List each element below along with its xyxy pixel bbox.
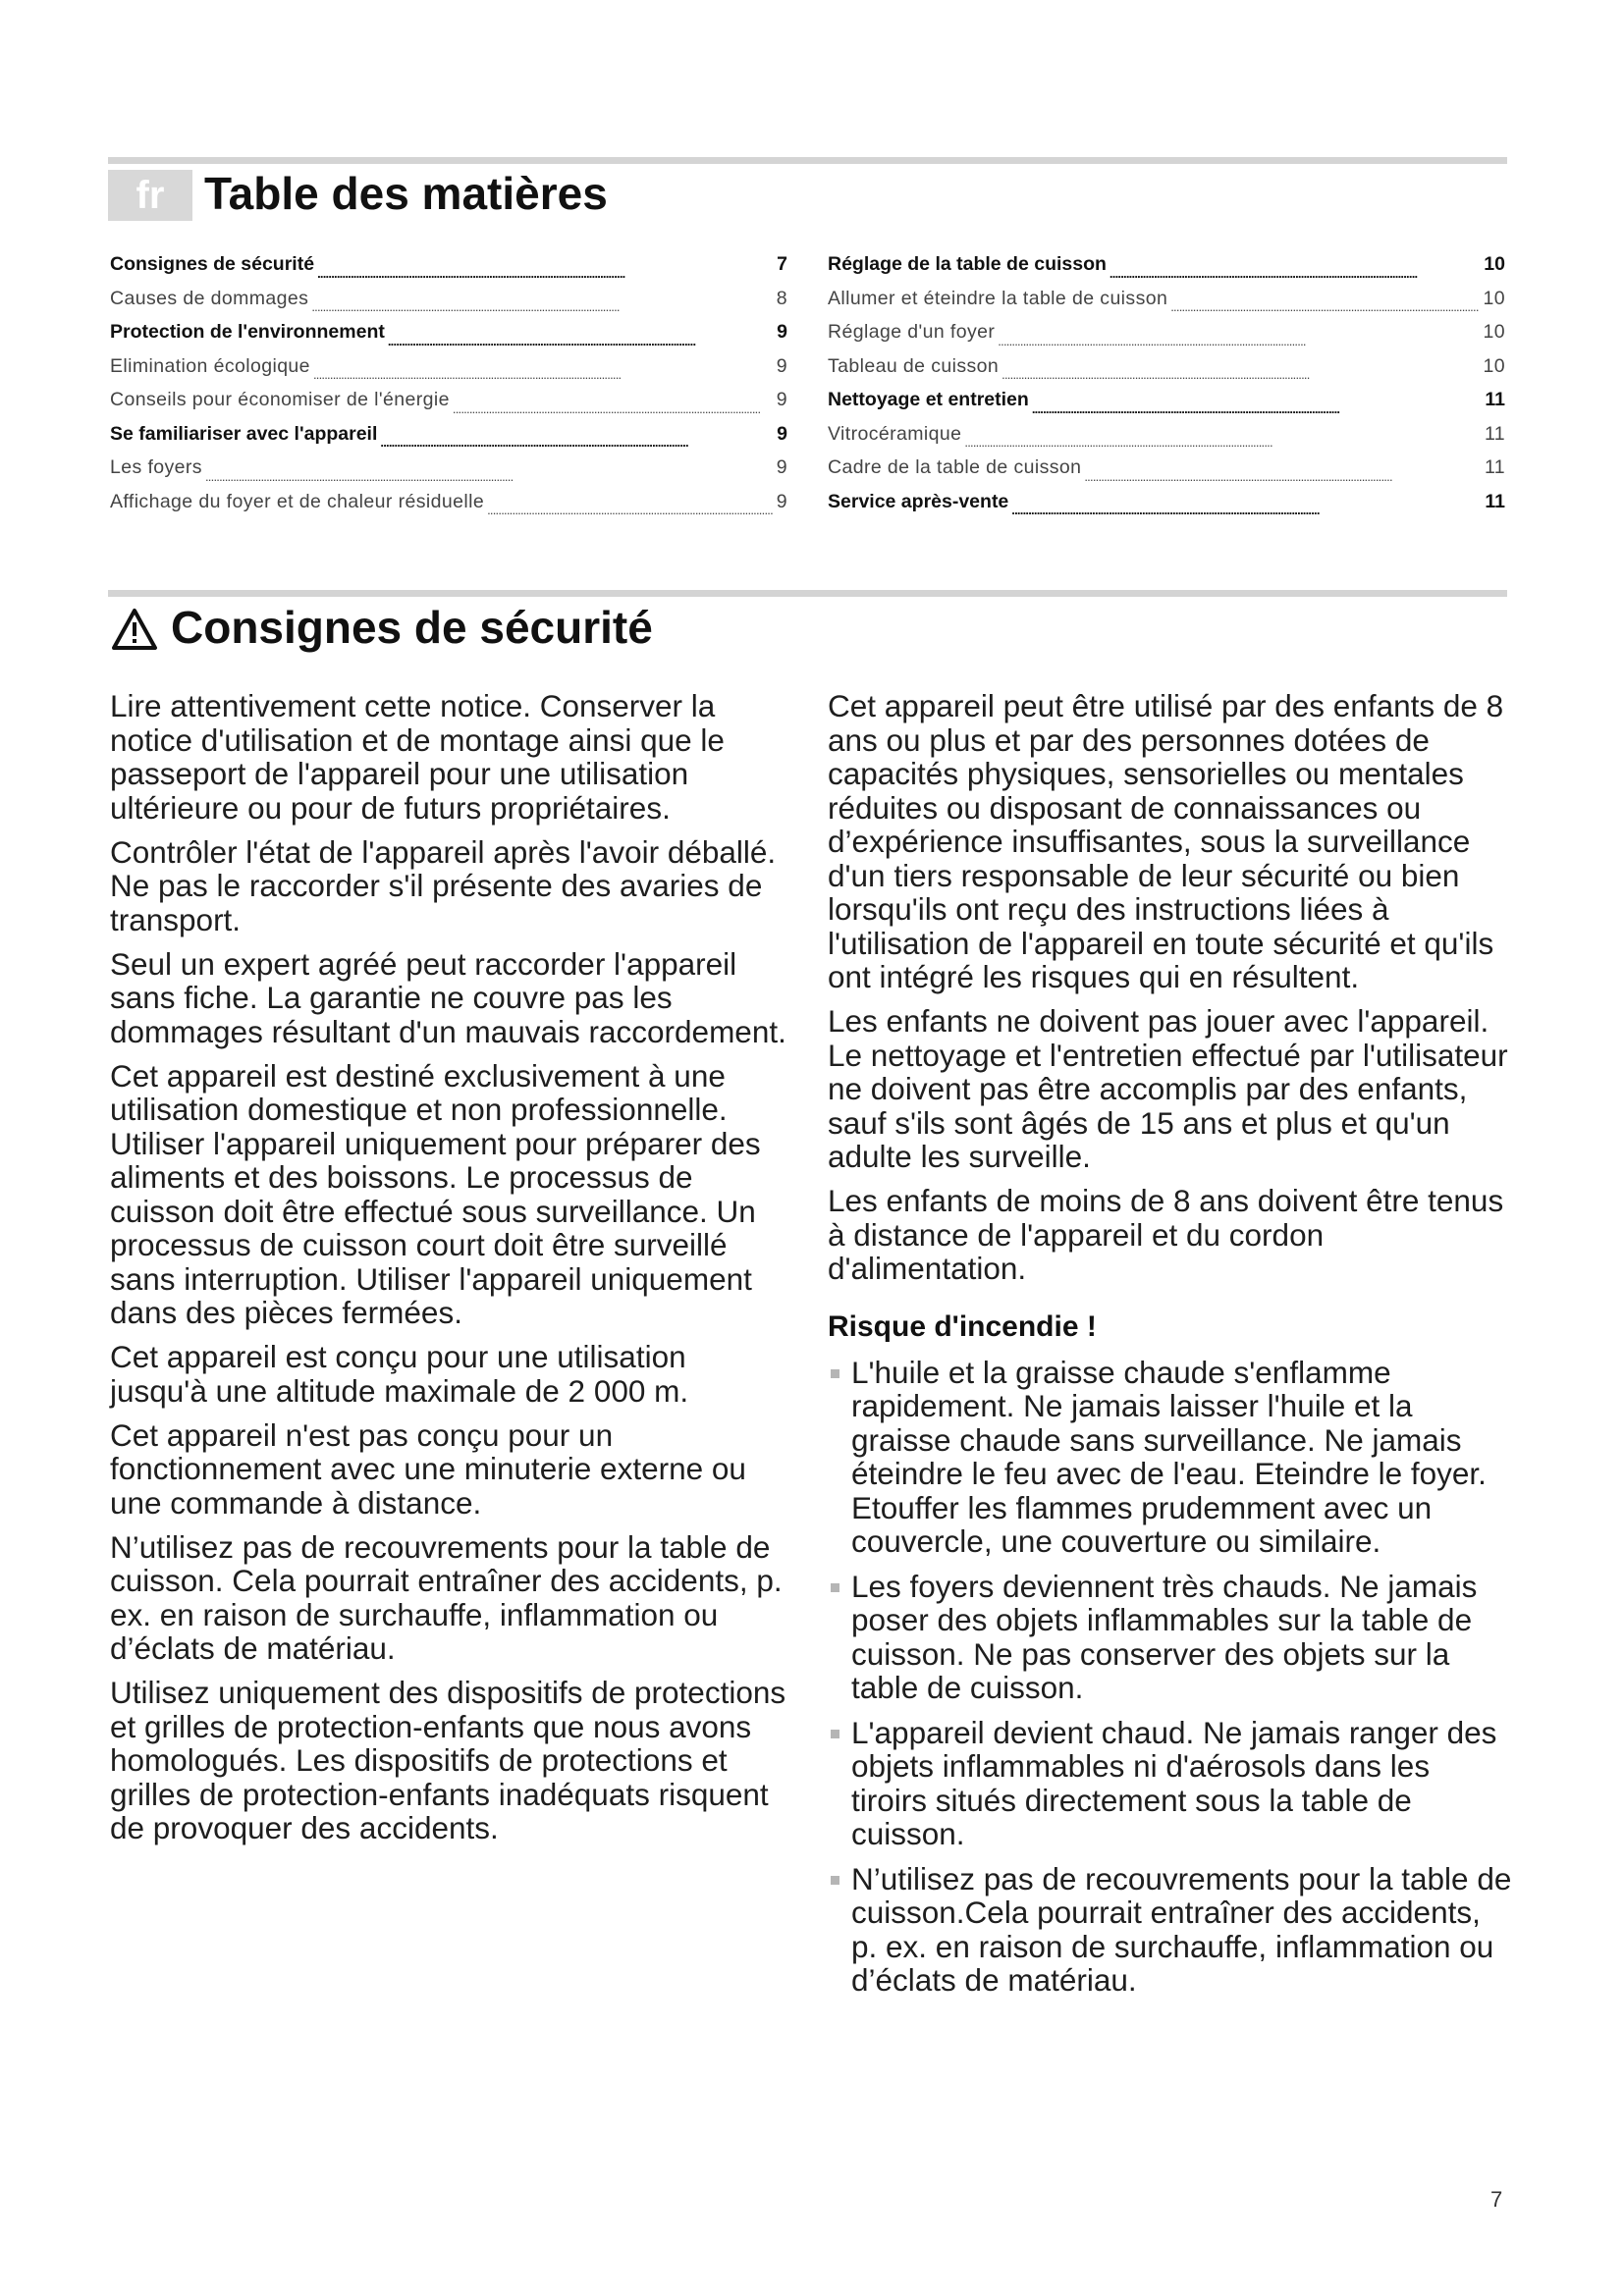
- toc-entry[interactable]: [828, 389, 1505, 423]
- toc-entry-label: Conseils pour économiser de l'énergie: [110, 389, 450, 410]
- toc-entry-label: Réglage de la table de cuisson: [828, 253, 1107, 275]
- paragraph: Les enfants ne doivent pas jouer avec l'appareil. Le nettoyage et l'entretien effectué par l'utilisateur ne doivent pas être accomplis par des enfants, sauf s'ils sont âgés de 15 ans et plus et qu'un adulte les surveille.: [828, 1003, 1508, 1174]
- bullet-item: [828, 1716, 1513, 1851]
- toc-entry-label: Affichage du foyer et de chaleur résiduelle: [110, 490, 485, 512]
- toc-entry-label: Causes de dommages: [110, 287, 309, 309]
- warning-icon: [110, 607, 159, 652]
- page-number: 7: [1490, 2187, 1503, 2212]
- toc-entry[interactable]: [110, 456, 787, 491]
- bullet-text: Les foyers deviennent très chauds. Ne jamais poser des objets inflammables sur la table de cuisson. Ne pas conserver des objets sur la table de cuisson.: [851, 1568, 1478, 1705]
- toc-entry[interactable]: [828, 355, 1505, 390]
- toc-title: Table des matières: [204, 168, 608, 219]
- toc-entry[interactable]: [828, 491, 1505, 525]
- bullet-item: [828, 1356, 1513, 1559]
- paragraph: Utilisez uniquement des dispositifs de protections et grilles de protection-enfants que nous avons homologués. Les dispositifs de protections et grilles de protection-enfants inadéquats risquent de provoquer des accidents.: [110, 1675, 786, 1845]
- paragraph: Cet appareil peut être utilisé par des enfants de 8 ans ou plus et par des personnes dotées de capacités physiques, sensorielles ou mentales réduites ou disposant de connaissances ou d’expérience insuffisantes, sous la surveillance d'un tiers responsable de leur sécurité ou bien lorsqu'ils ont reçu des instructions liées à l'utilisation de l'appareil en toute sécurité et qu'ils ont intégré les risques qui en résultent.: [828, 688, 1504, 994]
- bullet-text: L'huile et la graisse chaude s'enflamme rapidement. Ne jamais laisser l'huile et la graisse chaude sans surveillance. Ne jamais éteindre le feu avec de l'eau. Eteindre le foyer. Etouffer les flammes prudemment avec un couvercle, une couverture ou similaire.: [851, 1354, 1487, 1559]
- paragraph: Seul un expert agréé peut raccorder l'appareil sans fiche. La garantie ne couvre pas les dommages résultant d'un mauvais raccordement.: [110, 945, 786, 1049]
- toc-entry[interactable]: [110, 423, 787, 457]
- toc-entry-label: Nettoyage et entretien: [828, 389, 1029, 410]
- toc-entry-label: Les foyers: [110, 456, 202, 478]
- toc-entry-label: Protection de l'environnement: [110, 321, 385, 343]
- toc-entry-page: 11: [1485, 389, 1505, 410]
- paragraph: Lire attentivement cette notice. Conserver la notice d'utilisation et de montage ainsi que le passeport de l'appareil pour une utilisation ultérieure ou pour de futurs propriétaires.: [110, 688, 725, 826]
- bullet-text: N’utilisez pas de recouvrements pour la table de cuisson.Cela pourrait entraîner des accidents, p. ex. en raison de surchauffe, inflammation ou d’éclats de matériau.: [851, 1860, 1512, 1998]
- toc-entry[interactable]: [828, 321, 1505, 355]
- toc-entry-page: 11: [1485, 490, 1505, 512]
- toc-entry[interactable]: [110, 253, 787, 288]
- toc-entry[interactable]: [828, 288, 1505, 322]
- toc-entry[interactable]: [110, 321, 787, 355]
- toc-entry-page: 10: [1484, 253, 1505, 275]
- safety-left-column: [110, 689, 789, 1845]
- paragraph: Les enfants de moins de 8 ans doivent être tenus à distance de l'appareil et du cordon d'alimentation.: [828, 1183, 1504, 1286]
- bullet-square-icon: [831, 1369, 839, 1378]
- safety-right-column: [828, 689, 1513, 2008]
- toc-entry-page: 11: [1484, 456, 1505, 478]
- toc-entry-page: 10: [1483, 287, 1505, 309]
- bullet-item: [828, 1862, 1513, 1998]
- toc-entry-page: 9: [776, 389, 787, 410]
- toc-entry-page: 9: [776, 354, 787, 377]
- toc-entry[interactable]: [828, 456, 1505, 491]
- paragraph: Cet appareil est destiné exclusivement à une utilisation domestique et non professionnelle. Utiliser l'appareil uniquement pour préparer des aliments et des boissons. Le processus de cuisson doit être effectué sous surveillance. Un processus de cuisson court doit être surveillé sans interruption. Utiliser l'appareil uniquement dans des pièces fermées.: [110, 1057, 761, 1330]
- toc-entry-page: 10: [1483, 354, 1505, 377]
- toc-entry-page: 9: [777, 321, 787, 343]
- toc-entry-label: Allumer et éteindre la table de cuisson: [828, 287, 1168, 309]
- toc-entry[interactable]: [110, 491, 787, 525]
- bullet-item: [828, 1570, 1513, 1705]
- paragraph: Cet appareil est conçu pour une utilisation jusqu'à une altitude maximale de 2 000 m.: [110, 1339, 689, 1409]
- toc-entry[interactable]: [828, 423, 1505, 457]
- paragraph: Contrôler l'état de l'appareil après l'avoir déballé. Ne pas le raccorder s'il présente des avaries de transport.: [110, 833, 777, 937]
- toc-entry[interactable]: [110, 355, 787, 390]
- language-tab: fr: [108, 170, 192, 221]
- bullet-square-icon: [831, 1583, 839, 1592]
- toc-entry-label: Consignes de sécurité: [110, 253, 315, 275]
- toc-entry-label: Tableau de cuisson: [828, 354, 1000, 377]
- toc-entry[interactable]: [828, 253, 1505, 288]
- toc-entry-page: 9: [776, 456, 787, 478]
- toc-left-column: [110, 253, 787, 524]
- paragraph: Cet appareil n'est pas conçu pour un fonctionnement avec une minuterie externe ou une commande à distance.: [110, 1416, 746, 1521]
- toc-entry-label: Se familiariser avec l'appareil: [110, 422, 378, 445]
- toc-entry-label: Cadre de la table de cuisson: [828, 456, 1082, 478]
- top-rule: [108, 157, 1507, 164]
- toc-entry-label: Vitrocéramique: [828, 422, 962, 445]
- toc-entry-page: 7: [777, 253, 787, 275]
- toc-entry-page: 11: [1484, 422, 1505, 445]
- toc-entry-page: 10: [1483, 321, 1505, 343]
- safety-title: Consignes de sécurité: [171, 602, 653, 653]
- bullet-square-icon: [831, 1876, 839, 1885]
- bullet-square-icon: [831, 1730, 839, 1738]
- toc-entry[interactable]: [110, 288, 787, 322]
- toc-entry-page: 9: [777, 422, 787, 445]
- toc-entry-page: 8: [776, 287, 787, 309]
- paragraph: N’utilisez pas de recouvrements pour la table de cuisson. Cela pourrait entraîner des accidents, p. ex. en raison de surchauffe, inflammation ou d’éclats de matériau.: [110, 1528, 783, 1666]
- toc-entry-label: Réglage d'un foyer: [828, 321, 996, 343]
- section-rule: [108, 590, 1507, 597]
- toc-entry-page: 9: [776, 490, 787, 512]
- bullet-text: L'appareil devient chaud. Ne jamais ranger des objets inflammables ni d'aérosols dans les tiroirs situés directement sous la table de cuisson.: [851, 1714, 1497, 1851]
- risk-heading: Risque d'incendie !: [828, 1309, 1097, 1343]
- toc-entry[interactable]: [110, 389, 787, 423]
- toc-entry-label: Service après-vente: [828, 490, 1009, 512]
- toc-entry-label: Elimination écologique: [110, 354, 310, 377]
- toc-right-column: [828, 253, 1505, 524]
